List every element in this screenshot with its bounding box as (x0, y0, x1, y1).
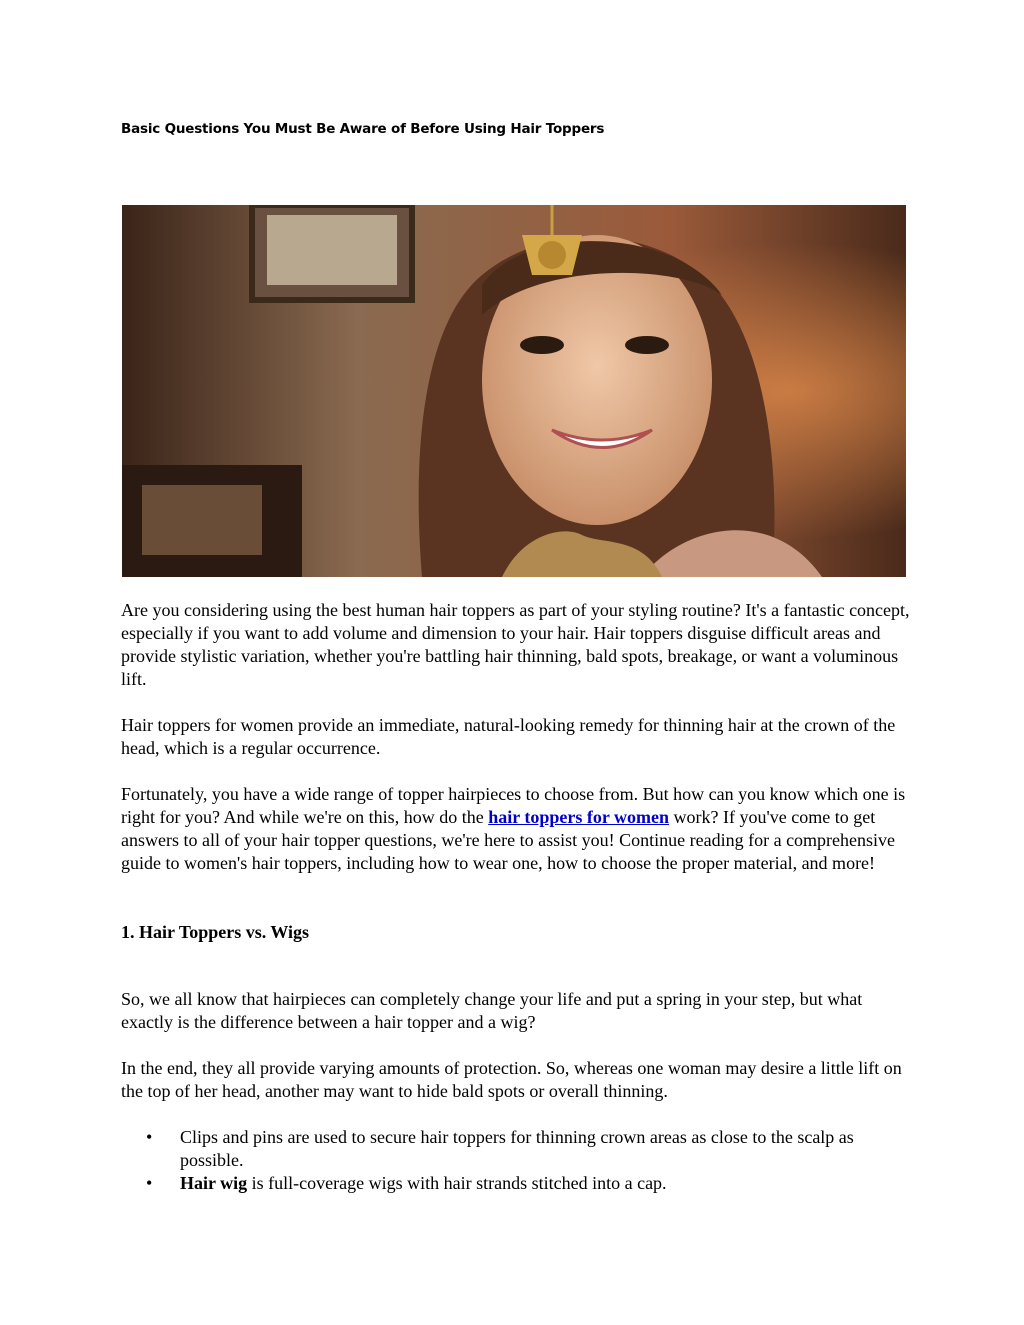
range-text-after-link: work? If you've come to get answers to all of your hair topper questions, we're here to assist you! Continue reading for a comprehensive guide to women's hair toppers, including how to wear one, how to choose the proper material, and more! (121, 807, 896, 873)
hair-toppers-link[interactable]: hair toppers for women (488, 807, 670, 827)
toppers-paragraph-text: Hair toppers for women provide an immediate, natural-looking remedy for thinning hair at the crown of the head, which is a regular occurrence. (121, 715, 896, 758)
intro-paragraph-text: Are you considering using the best human hair toppers as part of your styling routine? It's a fantastic concept, especially if you want to add volume and dimension to your hair. Hair toppers disguise difficult areas and provide stylistic variation, whether you're battling hair thinning, bald spots, breakage, or want a voluminous lift. (121, 600, 910, 689)
bullet-text: Clips and pins are used to secure hair toppers for thinning crown areas as close to the scalp as possible. (180, 1127, 854, 1170)
document-title: Basic Questions You Must Be Aware of Before Using Hair Toppers (121, 121, 605, 137)
bullet-icon: • (146, 1127, 153, 1147)
toppers-paragraph (121, 714, 911, 760)
intro-paragraph (121, 599, 911, 691)
list-item (121, 1172, 911, 1195)
bullet-icon: • (146, 1173, 153, 1193)
range-paragraph-text (121, 783, 911, 875)
portrait-photo (122, 205, 906, 577)
difference-paragraph (121, 988, 911, 1034)
bullet-text: is full-coverage wigs with hair strands stitched into a cap. (247, 1173, 667, 1193)
bullet-list (121, 1126, 911, 1195)
difference-paragraph-text: So, we all know that hairpieces can completely change your life and put a spring in your step, but what exactly is the difference between a hair topper and a wig? (121, 989, 863, 1032)
section-heading: 1. Hair Toppers vs. Wigs (121, 922, 310, 942)
list-item (121, 1126, 911, 1172)
protection-paragraph-text: In the end, they all provide varying amounts of protection. So, whereas one woman may desire a little lift on the top of her head, another may want to hide bald spots or overall thinning. (121, 1058, 902, 1101)
range-paragraph (121, 783, 911, 875)
range-text-before-link: Fortunately, you have a wide range of topper hairpieces to choose from. But how can you know which one is right for you? And while we're on this, how do the (121, 784, 906, 827)
portrait-photo-icon (122, 205, 906, 577)
protection-paragraph (121, 1057, 911, 1103)
bullet-bold-term: Hair wig (180, 1173, 248, 1193)
